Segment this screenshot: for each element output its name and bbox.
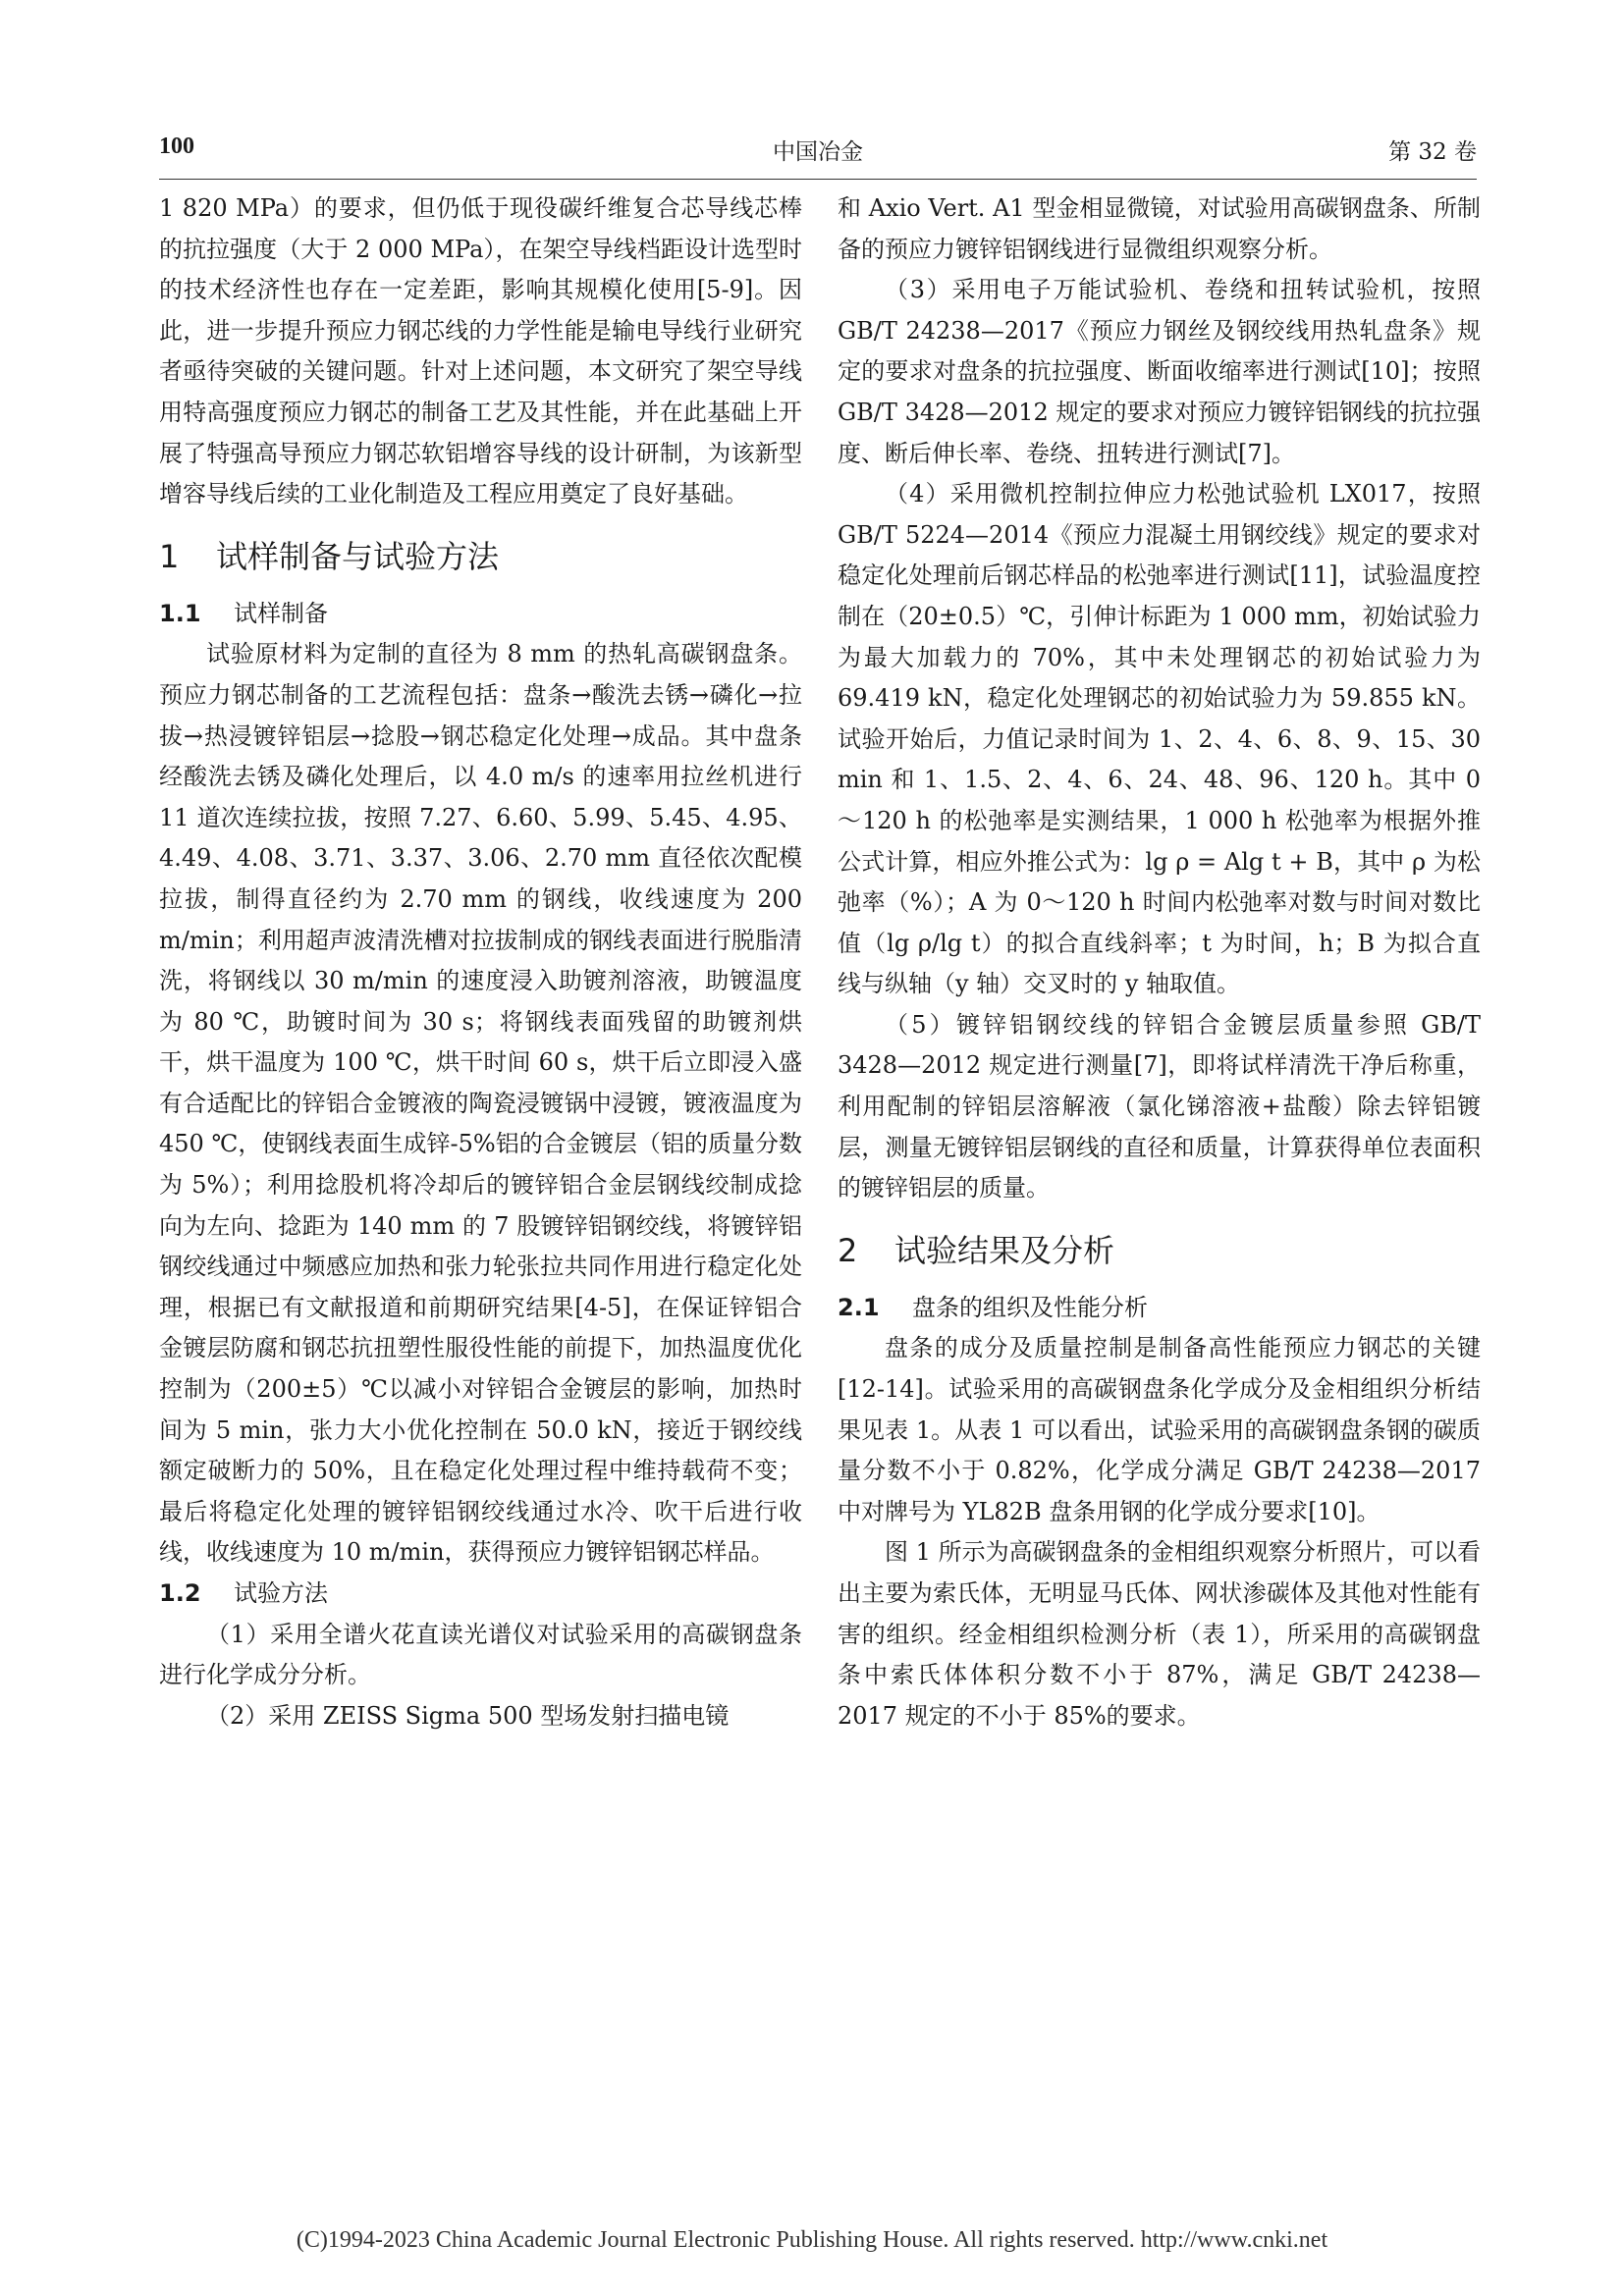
method-item-2-continued: 和 Axio Vert. A1 型金相显微镜，对试验用高碳钢盘条、所制备的预应力镀锌铝钢线进行显微组织观察分析。 [838,194,1481,263]
intro-paragraph: 1 820 MPa）的要求，但仍低于现役碳纤维复合芯导线芯棒的抗拉强度（大于 2 000 MPa），在架空导线档距设计选型时的技术经济性也存在一定差距，影响其规模化使用[5-9]。因此，进一步提升预应力钢芯线的力学性能是输电导线行业研究者亟待突破的关键问题。针对上述问题，本文研究了架空导线用特高强度预应力钢芯的制备工艺及其性能，并在此基础上开展了特强高导预应力钢芯软铝增容导线的设计研制，为该新型增容导线后续的工业化制造及工程应用奠定了良好基础。 [159,194,802,508]
left-column [159,188,802,1736]
running-header [159,133,1477,173]
header-rule [159,179,1477,180]
subsection-title: 试样制备 [234,599,328,627]
subsection-1-1-heading [159,594,802,635]
subsection-title: 盘条的组织及性能分析 [912,1293,1148,1321]
section-title: 试样制备与试验方法 [216,537,500,575]
subsection-1-2-heading [159,1574,802,1615]
copyright-footer: (C)1994-2023 China Academic Journal Electronic Publishing House. All rights reserved. http://www.cnki.net [296,2227,1328,2253]
subsection-2-1-heading [838,1288,1481,1329]
section-number: 1 [159,537,180,575]
subsection-number: 2.1 [838,1293,880,1321]
page-number: 100 [159,133,194,159]
right-column [838,188,1481,1736]
subsection-number: 1.2 [159,1579,201,1607]
volume-label: 第 32 卷 [1388,139,1477,165]
section-number: 2 [838,1231,858,1269]
section-1-heading [159,529,802,584]
method-item-2: （2）采用 ZEISS Sigma 500 型场发射扫描电镜 [206,1701,730,1730]
results-paragraph-2: 图 1 所示为高碳钢盘条的金相组织观察分析照片，可以看出主要为索氏体，无明显马氏体、网状渗碳体及其他对性能有害的组织。经金相组织检测分析（表 1），所采用的高碳钢盘条中索氏体体积分数不小于 87%，满足 GB/T 24238—2017 规定的不小于 85%的要求。 [838,1538,1481,1730]
method-item-5: （5）镀锌铝钢绞线的锌铝合金镀层质量参照 GB/T 3428—2012 规定进行测量[7]，即将试样清洗干净后称重，利用配制的锌铝层溶解液（氯化锑溶液+盐酸）除去锌铝镀层，测量无镀锌铝层钢线的直径和质量，计算获得单位表面积的镀锌铝层的质量。 [838,1010,1481,1202]
sample-prep-paragraph: 试验原材料为定制的直径为 8 mm 的热轧高碳钢盘条。预应力钢芯制备的工艺流程包括：盘条→酸洗去锈→磷化→拉拔→热浸镀锌铝层→捻股→钢芯稳定化处理→成品。其中盘条经酸洗去锈及磷化处理后，以 4.0 m/s 的速率用拉丝机进行 11 道次连续拉拔，按照 7.27、6.60、5.99、5.45、4.95、4.49、4.08、3.71、3.37、3.06、2.70 mm 直径依次配模拉拔，制得直径约为 2.70 mm 的钢线，收线速度为 200 m/min；利用超声波清洗槽对拉拔制成的钢线表面进行脱脂清洗，将钢线以 30 m/min 的速度浸入助镀剂溶液，助镀温度为 80 ℃，助镀时间为 30 s；将钢线表面残留的助镀剂烘干，烘干温度为 100 ℃，烘干时间 60 s，烘干后立即浸入盛有合适配比的锌铝合金镀液的陶瓷浸镀锅中浸镀，镀液温度为 450 ℃，使钢线表面生成锌-5%铝的合金镀层（铝的质量分数为 5%）；利用捻股机将冷却后的镀锌铝合金层钢线绞制成捻向为左向、捻距为 140 mm 的 7 股镀锌铝钢绞线，将镀锌铝钢绞线通过中频感应加热和张力轮张拉共同作用进行稳定化处理，根据已有文献报道和前期研究结果[4-5]，在保证锌铝合金镀层防腐和钢芯抗扭塑性服役性能的前提下，加热温度优化控制为（200±5）℃以减小对锌铝合金镀层的影响，加热时间为 5 min，张力大小优化控制在 50.0 kN，接近于钢绞线额定破断力的 50%，且在稳定化处理过程中维持载荷不变；最后将稳定化处理的镀锌铝钢绞线通过水冷、吹干后进行收线，收线速度为 10 m/min，获得预应力镀锌铝钢芯样品。 [159,640,802,1567]
subsection-number: 1.1 [159,599,201,627]
method-item-1: （1）采用全谱火花直读光谱仪对试验采用的高碳钢盘条进行化学成分分析。 [159,1620,802,1689]
results-paragraph-1: 盘条的成分及质量控制是制备高性能预应力钢芯的关键[12-14]。试验采用的高碳钢盘条化学成分及金相组织分析结果见表 1。从表 1 可以看出，试验采用的高碳钢盘条钢的碳质量分数不小于 0.82%，化学成分满足 GB/T 24238—2017 中对牌号为 YL82B 盘条用钢的化学成分要求[10]。 [838,1334,1481,1525]
section-2-heading [838,1223,1481,1278]
journal-title: 中国冶金 [773,139,863,165]
method-item-3: （3）采用电子万能试验机、卷绕和扭转试验机，按照 GB/T 24238—2017《预应力钢丝及钢绞线用热轧盘条》规定的要求对盘条的抗拉强度、断面收缩率进行测试[10]；按照 GB/T 3428—2012 规定的要求对预应力镀锌铝钢线的抗拉强度、断后伸长率、卷绕、扭转进行测试[7]。 [838,276,1481,467]
subsection-title: 试验方法 [234,1579,328,1607]
method-item-4: （4）采用微机控制拉伸应力松弛试验机 LX017，按照 GB/T 5224—2014《预应力混凝土用钢绞线》规定的要求对稳定化处理前后钢芯样品的松弛率进行测试[11]，试验温度控制在（20±0.5）℃，引伸计标距为 1 000 mm，初始试验力为最大加载力的 70%，其中未处理钢芯的初始试验力为 69.419 kN，稳定化处理钢芯的初始试验力为 59.855 kN。试验开始后，力值记录时间为 1、2、4、6、8、9、15、30 min 和 1、1.5、2、4、6、24、48、96、120 h。其中 0～120 h 的松弛率是实测结果，1 000 h 松弛率为根据外推公式计算，相应外推公式为：lg ρ = Alg t + B，其中 ρ 为松弛率（%）；A 为 0～120 h 时间内松弛率对数与时间对数比值（lg ρ/lg t）的拟合直线斜率；t 为时间，h；B 为拟合直线与纵轴（y 轴）交叉时的 y 轴取值。 [838,480,1481,998]
section-title: 试验结果及分析 [894,1231,1115,1269]
